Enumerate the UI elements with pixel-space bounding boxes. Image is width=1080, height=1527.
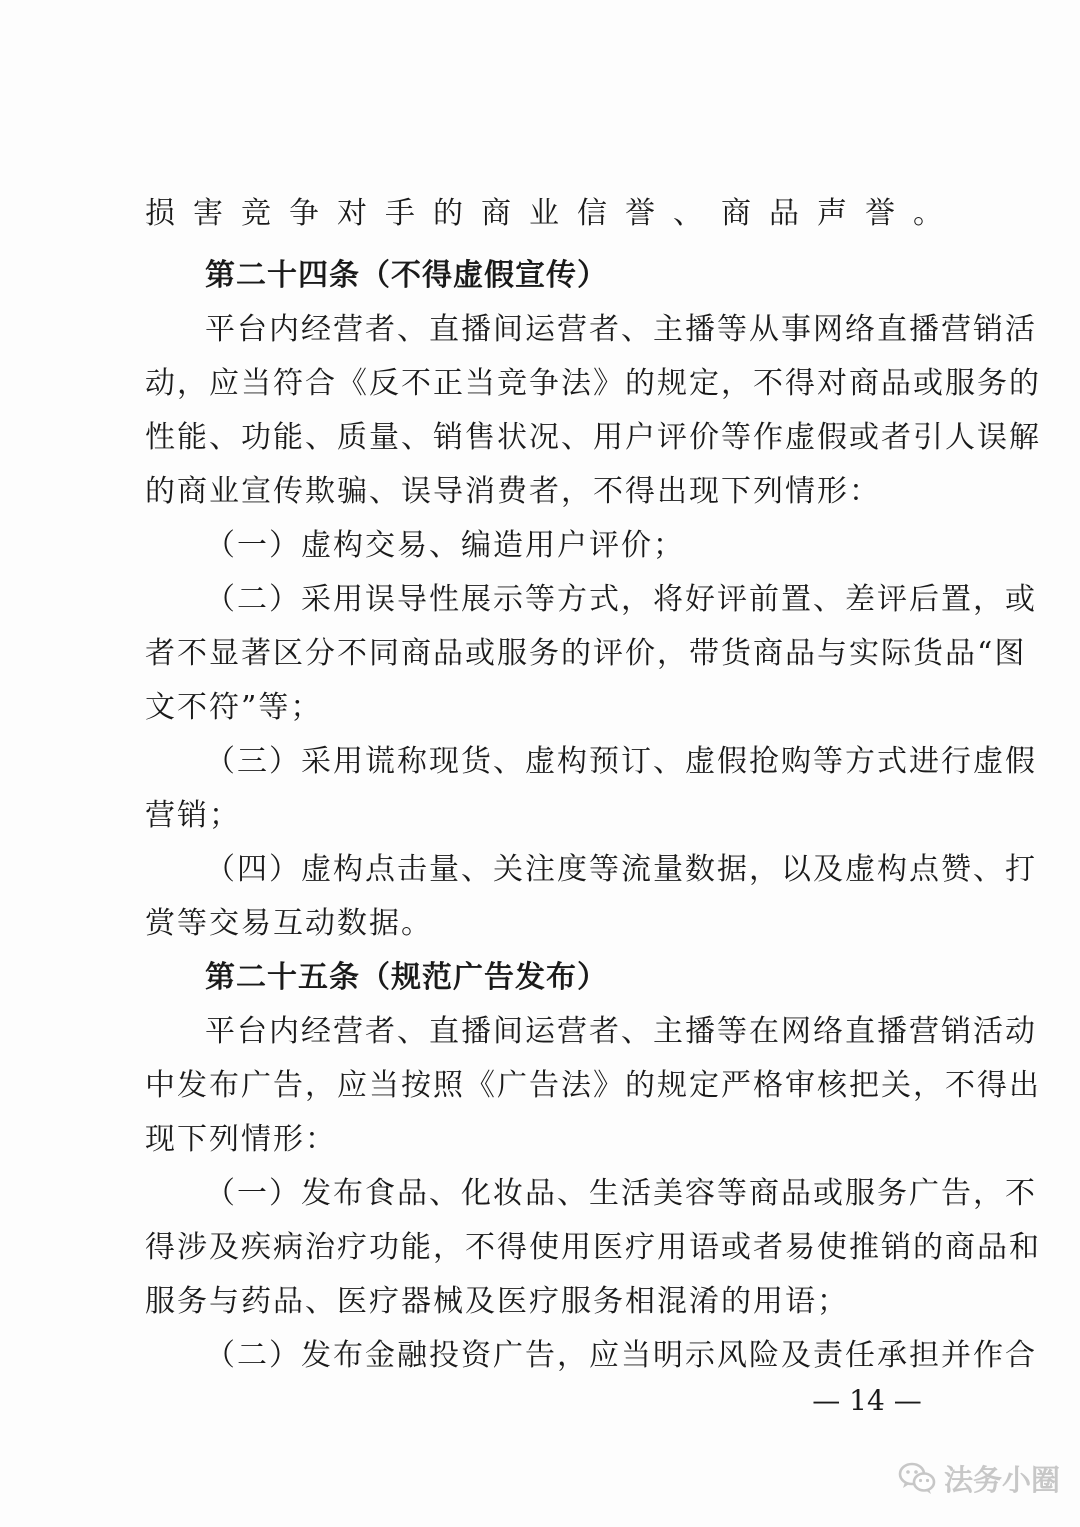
list-item: （一）虚构交易、编造用户评价； — [205, 528, 685, 563]
list-item: （一）发布食品、化妆品、生活美容等商品或服务广告，不 — [205, 1176, 1037, 1211]
paragraph-line: 营销； — [145, 798, 241, 833]
paragraph-line: 中发布广告，应当按照《广告法》的规定严格审核把关，不得出 — [145, 1068, 1041, 1103]
list-item: （二）发布金融投资广告，应当明示风险及责任承担并作合 — [205, 1338, 1037, 1373]
article-heading: 第二十五条（规范广告发布） — [205, 960, 608, 995]
paragraph-line: 现下列情形： — [145, 1122, 337, 1157]
page-number: — 14 — — [812, 1384, 922, 1417]
article-heading: 第二十四条（不得虚假宣传） — [205, 258, 608, 293]
paragraph-line: 得涉及疾病治疗功能，不得使用医疗用语或者易使推销的商品和 — [145, 1230, 1041, 1265]
paragraph-line: 平台内经营者、直播间运营者、主播等在网络直播营销活动 — [205, 1014, 1037, 1049]
paragraph-line: 者不显著区分不同商品或服务的评价，带货商品与实际货品“图 — [145, 636, 1027, 671]
wechat-icon — [898, 1461, 936, 1495]
list-item: （三）采用谎称现货、虚构预订、虚假抢购等方式进行虚假 — [205, 744, 1037, 779]
list-item: （二）采用误导性展示等方式，将好评前置、差评后置，或 — [205, 582, 1037, 617]
paragraph-line: 平台内经营者、直播间运营者、主播等从事网络直播营销活 — [205, 312, 1037, 347]
paragraph-line: 动，应当符合《反不正当竞争法》的规定，不得对商品或服务的 — [145, 366, 1041, 401]
paragraph-line: 性能、功能、质量、销售状况、用户评价等作虚假或者引人误解 — [145, 420, 1041, 455]
paragraph-line: 文不符”等； — [145, 690, 323, 725]
watermark — [898, 1456, 1060, 1500]
list-item: （四）虚构点击量、关注度等流量数据，以及虚构点赞、打 — [205, 852, 1037, 887]
paragraph-line: 服务与药品、医疗器械及医疗服务相混淆的用语； — [145, 1284, 849, 1319]
paragraph-line: 的商业宣传欺骗、误导消费者，不得出现下列情形： — [145, 474, 881, 509]
watermark-text: 法务小圈 — [944, 1462, 1061, 1497]
paragraph-line: 损害竞争对手的商业信誉、商品声誉。 — [145, 196, 945, 231]
paragraph-line: 赏等交易互动数据。 — [145, 906, 433, 941]
